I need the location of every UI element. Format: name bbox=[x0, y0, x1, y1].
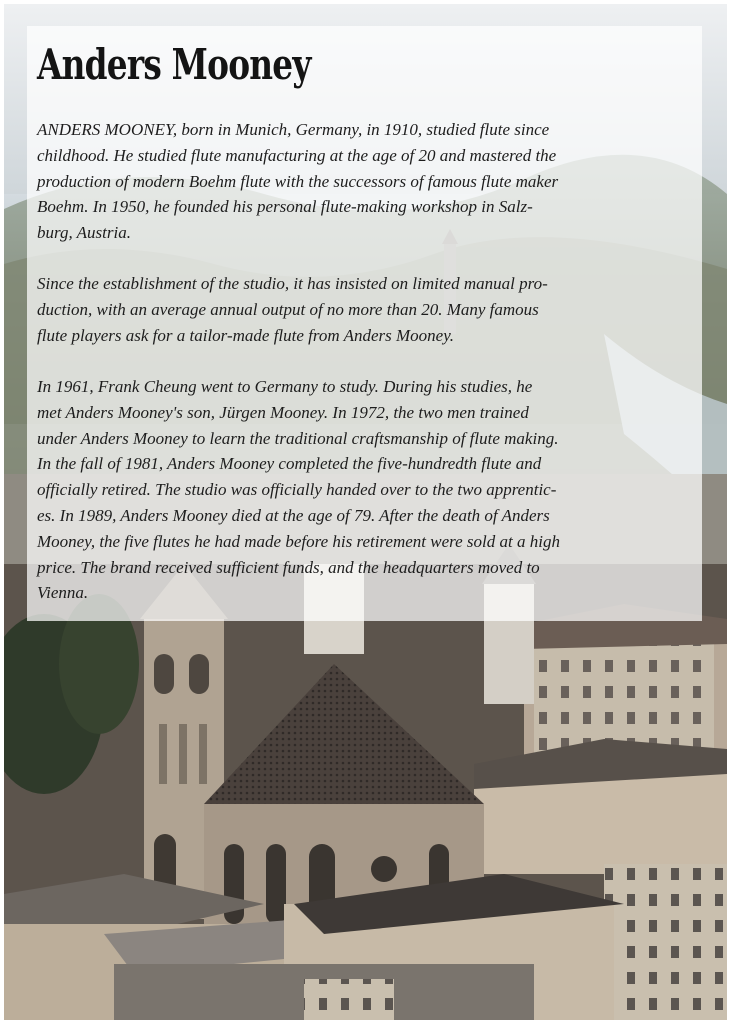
text-line: under Anders Mooney to learn the traditional craftsmanship of flute making. bbox=[37, 428, 559, 448]
biography-paragraph-3 bbox=[37, 374, 669, 606]
text-line: In 1961, Frank Cheung went to Germany to study. During his studies, he bbox=[37, 377, 533, 396]
text-line: met Anders Mooney's son, Jürgen Mooney. In 1972, the two men trained bbox=[37, 402, 529, 422]
text-line: es. In 1989, Anders Mooney died at the age of 79. After the death of Anders bbox=[37, 505, 550, 525]
biography-paragraph-2 bbox=[37, 271, 669, 348]
text-line: officially retired. The studio was officially handed over to the two apprentic- bbox=[37, 480, 557, 500]
text-line: In the fall of 1981, Anders Mooney completed the five-hundredth flute and bbox=[37, 454, 542, 474]
text-line: flute players ask for a tailor-made flute from Anders Mooney. bbox=[37, 325, 455, 345]
text-line: Mooney, the five flutes he had made before his retirement were sold at a high bbox=[37, 531, 560, 551]
text-line: childhood. He studied flute manufacturing at the age of 20 and mastered the bbox=[37, 145, 557, 165]
text-line: ANDERS MOONEY, born in Munich, Germany, in 1910, studied flute since bbox=[37, 120, 550, 139]
text-line: price. The brand received sufficient funds, and the headquarters moved to bbox=[37, 557, 540, 577]
text-line: duction, with an average annual output of no more than 20. Many famous bbox=[37, 299, 539, 319]
text-line: production of modern Boehm flute with the successors of famous flute maker bbox=[37, 171, 559, 191]
text-line: Vienna. bbox=[37, 583, 89, 603]
text-line: Since the establishment of the studio, it has insisted on limited manual pro- bbox=[37, 274, 548, 293]
biography-paragraph-1 bbox=[37, 117, 669, 246]
page-title: Anders Mooney bbox=[37, 40, 311, 89]
text-line: Boehm. In 1950, he founded his personal flute-making workshop in Salz- bbox=[37, 197, 533, 217]
text-line: burg, Austria. bbox=[37, 223, 131, 243]
